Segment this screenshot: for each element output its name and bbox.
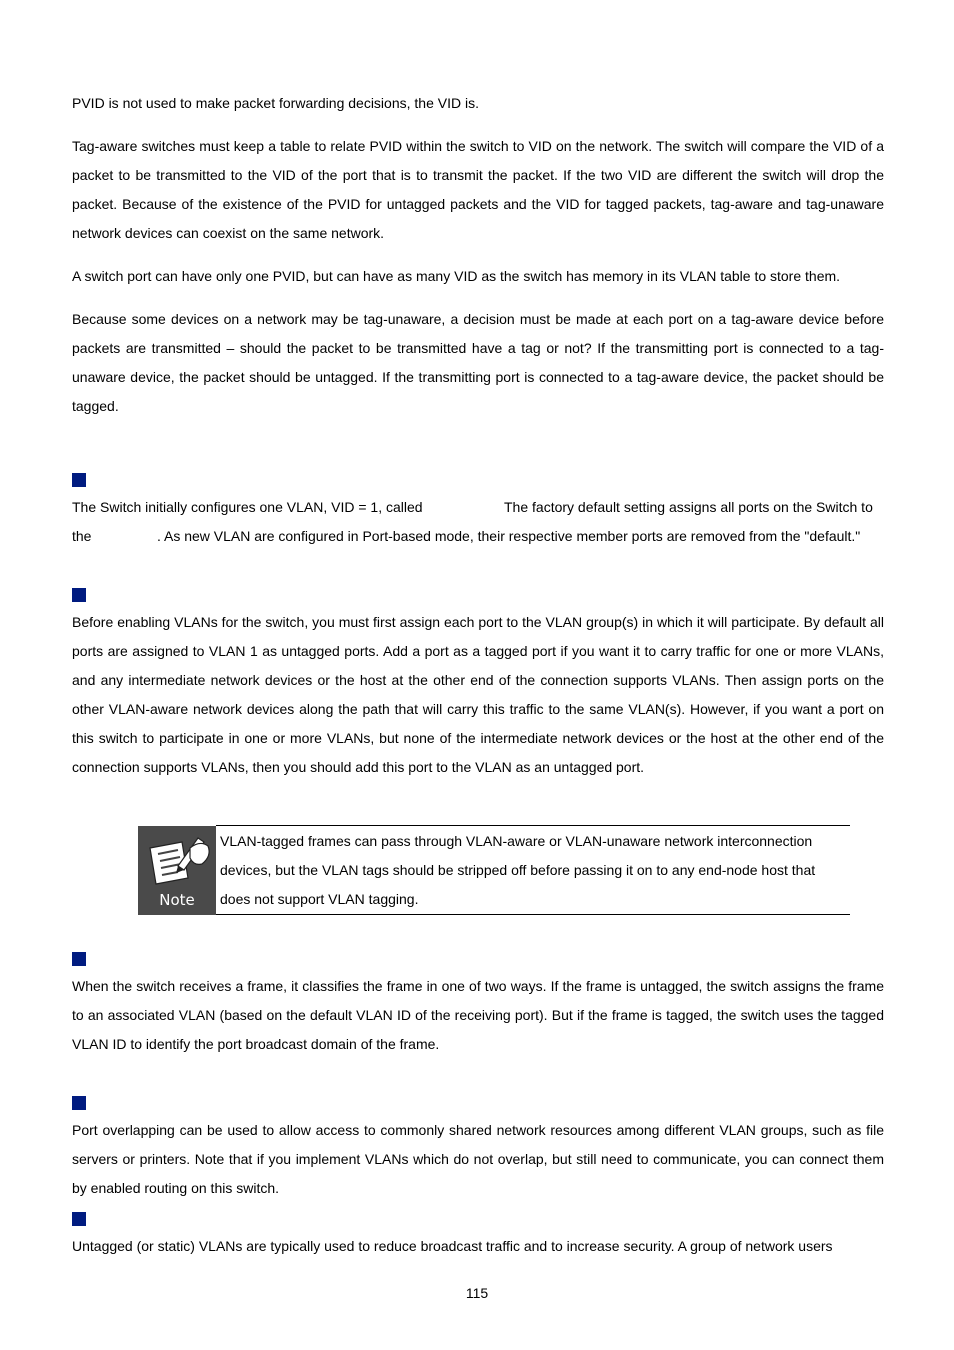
paragraph-pvid-vid-count: A switch port can have only one PVID, but can have as many VID as the switch has memory in its VLAN table to store them.: [72, 268, 841, 284]
note-box: [216, 825, 850, 915]
section-bullet-icon: [72, 473, 86, 487]
section-bullet-icon: [72, 1212, 86, 1226]
default-vlan-line-2: [72, 522, 884, 551]
default-vlan-text-a: The Switch initially configures one VLAN, VID = 1, called: [72, 499, 423, 515]
section-bullet-icon: [72, 1096, 86, 1110]
paragraph-tag-unaware-decision: Because some devices on a network may be tag-unaware, a decision must be made at each port on a tag-aware device before packets are transmitted – should the packet to be transmitted have a tag or not? If the transmitting port is connected to a tag-unaware device, the packet should be untagged. If the transmitting port is connected to a tag-aware device, the packet should be tagged.: [72, 311, 884, 414]
paragraph-assigning-ports: Before enabling VLANs for the switch, you must first assign each port to the VLAN group(s) in which it will participate. By default all ports are assigned to VLAN 1 as untagged ports. Add a port as a tagged port if you want it to carry traffic for one or more VLANs, and any intermediate network devices or the host at the other end of the connection supports VLANs. Then assign ports on the other VLAN-aware network devices along the path that will carry this traffic to the same VLAN(s). However, if you want a port on this switch to participate in one or more VLANs, but none of the intermediate network devices or the host at the other end of the connection supports VLANs, then you should add this port to the VLAN as an untagged port.: [72, 614, 884, 775]
note-icon: [138, 826, 216, 915]
default-vlan-text-b: The factory default setting assigns all ports on the Switch to: [504, 499, 873, 515]
page-number: 115: [465, 1285, 489, 1301]
section-bullet-icon: [72, 588, 86, 602]
note-icon-label: Note: [159, 891, 195, 909]
default-vlan-text-c: the: [72, 528, 92, 544]
default-vlan-text-d: . As new VLAN are configured in Port-based mode, their respective member ports are removed from the "default.": [157, 528, 861, 544]
paragraph-frame-classification: When the switch receives a frame, it classifies the frame in one of two ways. If the frame is untagged, the switch assigns the frame to an associated VLAN (based on the default VLAN ID of the receiving port). But if the frame is tagged, the switch uses the tagged VLAN ID to identify the port broadcast domain of the frame.: [72, 978, 884, 1052]
default-vlan-line-1: [72, 493, 884, 522]
section-bullet-icon: [72, 952, 86, 966]
paragraph-port-overlapping: Port overlapping can be used to allow access to commonly shared network resources among different VLAN groups, such as file servers or printers. Note that if you implement VLANs which do not overlap, but still need to communicate, you can connect them by enabled routing on this switch.: [72, 1122, 884, 1196]
paragraph-untagged-vlans: Untagged (or static) VLANs are typically used to reduce broadcast traffic and to increase security. A group of network users: [72, 1238, 833, 1254]
paragraph-tag-aware-switches: Tag-aware switches must keep a table to relate PVID within the switch to VID on the network. The switch will compare the VID of a packet to be transmitted to the VID of the port that is to transmit the packet. If the two VID are different the switch will drop the packet. Because of the existence of the PVID for untagged packets and the VID for tagged packets, tag-aware and tag-unaware network devices can coexist on the same network.: [72, 138, 884, 241]
paragraph-pvid-forwarding: PVID is not used to make packet forwarding decisions, the VID is.: [72, 95, 479, 111]
note-text: VLAN-tagged frames can pass through VLAN-aware or VLAN-unaware network interconnection devices, but the VLAN tags should be stripped off before passing it on to any end-node host that does not support VLAN tagging.: [220, 833, 816, 907]
